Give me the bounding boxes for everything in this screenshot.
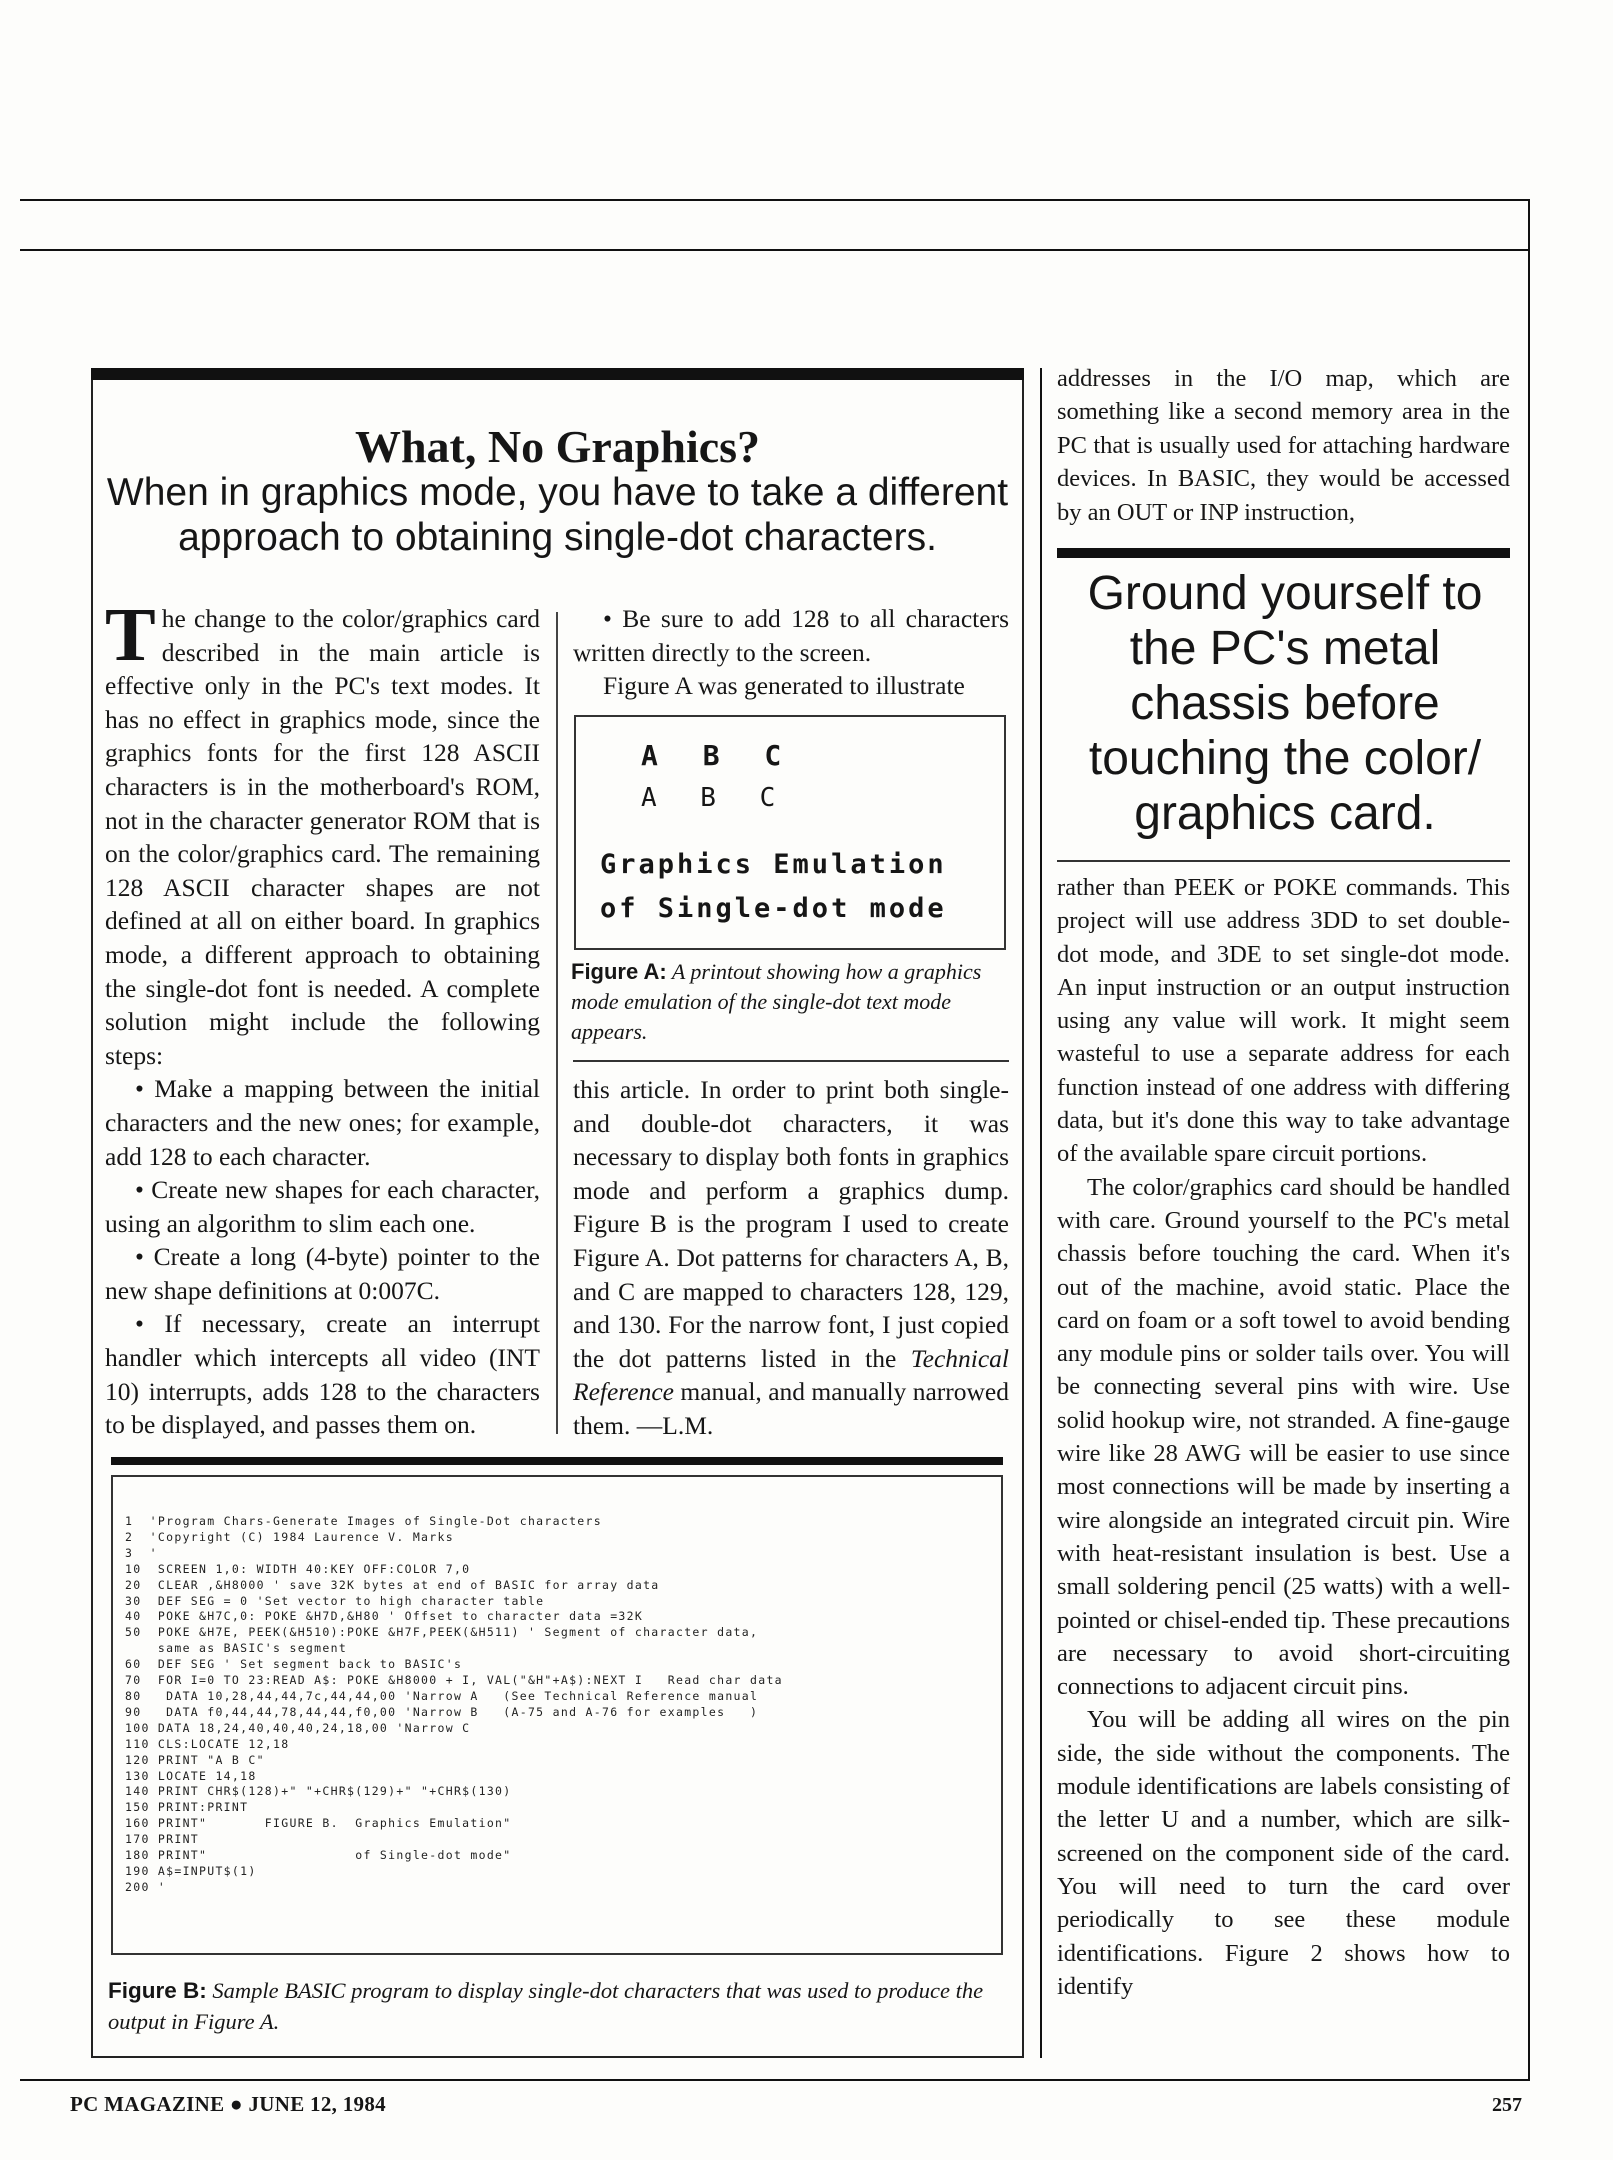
main-column-top-text bbox=[1057, 362, 1510, 529]
sidebar-column-2-top bbox=[573, 602, 1009, 703]
sidebar-paragraph-end: manual, and manually narrowed them. —L.M. bbox=[573, 1377, 1009, 1440]
bullet-item: • If necessary, create an interrupt handler which intercepts all video (INT 10) interrupts, adds 128 to the characters to be displayed, and passes them on. bbox=[105, 1309, 540, 1440]
basic-program-listing: 1 'Program Chars-Generate Images of Single-Dot characters 2 'Copyright (C) 1984 Laurence V. Marks 3 ' 10 SCREEN 1,0: WIDTH 40:KEY OFF:COLOR 7,0 20 CLEAR ,&H8000 ' save 32K bytes at end of BASIC for array data 30 DEF SEG = 0 'Set vector to high character table 40 POKE &H7C,0: POKE &H7D,&H80 ' Offset to character data =32K 50 POKE &H7E, PEEK(&H510):POKE &H7F,PEEK(&H511) ' Segment of character data, same as BASIC's segment 60 DEF SEG ' Set segment back to BASIC's 70 FOR I=0 TO 23:READ A$: POKE &H8000 + I, VAL("&H"+A$):NEXT I Read char data 80 DATA 10,28,44,44,7c,44,44,00 'Narrow A (See Technical Reference manual 90 DATA f0,44,44,78,44,44,f0,00 'Narrow B (A-75 and A-76 for examples ) 100 DATA 18,24,40,40,40,24,18,00 'Narrow C 110 CLS:LOCATE 12,18 120 PRINT "A B C" 130 LOCATE 14,18 140 PRINT CHR$(128)+" "+CHR$(129)+" "+CHR$(130) 150 PRINT:PRINT 160 PRINT" FIGURE B. Graphics Emulation" 170 PRINT 180 PRINT" of Single-dot mode" 190 A$=INPUT$(1) 200 ' bbox=[125, 1514, 783, 1894]
sidebar-subtitle-line: approach to obtaining single-dot characters. bbox=[178, 516, 937, 559]
bullet-item: • Create a long (4-byte) pointer to the new shape definitions at 0:007C. bbox=[105, 1242, 540, 1305]
figure-a-rule bbox=[573, 1060, 1009, 1062]
main-paragraph: You will be adding all wires on the pin side, the side without the components. The module identifications are labels consisting of the letter U and a number, which are silk-screened on the component side of the card. You will need to turn the card over periodically to see these module identifications. Figure 2 shows how to identify bbox=[1057, 1706, 1510, 2000]
figure-b-caption-text: Sample BASIC program to display single-dot characters that was used to produce the output in Figure A. bbox=[108, 1978, 984, 2034]
main-paragraph: rather than PEEK or POKE commands. This project will use address 3DD to set double-dot mode, and 3DE to set single-dot mode. An input instruction or an output instruction using any value will work. It might seem wasteful to use a separate address for each function instead of one address with differing data, but it's done this way to take advantage of the available spare circuit portions. bbox=[1057, 874, 1510, 1168]
sidebar-title: What, No Graphics? bbox=[354, 421, 761, 472]
reference-title: Technical Reference bbox=[573, 1343, 1009, 1407]
figure-a-line: of Single-dot mode bbox=[600, 893, 947, 924]
bullet-item: • Be sure to add 128 to all characters written directly to the screen. bbox=[573, 604, 1009, 667]
frame-right-rule bbox=[1528, 199, 1530, 2079]
sidebar-column-1 bbox=[105, 593, 540, 1442]
sidebar-column-2-bottom bbox=[573, 1073, 1009, 1443]
figure-a-printout bbox=[574, 715, 1006, 950]
figure-b-caption bbox=[108, 1975, 1013, 2037]
drop-cap: T bbox=[105, 593, 156, 677]
figure-a-line: Graphics Emulation bbox=[600, 849, 947, 880]
sidebar-intro-paragraph: he change to the color/graphics card described in the main article is effective only in the PC's text modes. It has no effect in graphics mode, since the graphics fonts for the first 128 ASCII characters is in the motherboard's ROM, not in the character generator ROM that is on the color/graphics card. The remaining 128 ASCII character shapes are not defined at all on either board. In graphics mode, a different approach to obtaining the single-dot font is needed. A complete solution might include the following steps: bbox=[105, 604, 540, 1070]
sidebar-subtitle-line: When in graphics mode, you have to take a different bbox=[106, 471, 1009, 514]
page-number: 257 bbox=[1492, 2094, 1522, 2116]
sidebar-paragraph: Figure A was generated to illustrate bbox=[603, 671, 965, 701]
bullet-item: • Make a mapping between the initial characters and the new ones; for example, add 128 to each character. bbox=[105, 1074, 540, 1171]
figure-a-caption-text: A printout showing how a graphics mode emulation of the single-dot text mode appears. bbox=[571, 959, 982, 1044]
sidebar-column-divider bbox=[556, 612, 558, 1434]
figure-a-caption-label: Figure A: bbox=[571, 959, 667, 984]
pull-quote: Ground yourself to the PC's metal chassis before touching the color/ graphics card. bbox=[1087, 567, 1483, 840]
header-rule-bottom bbox=[20, 249, 1530, 251]
footer-rule bbox=[20, 2079, 1530, 2081]
header-rule-top bbox=[20, 199, 1530, 201]
pull-quote-top-bar bbox=[1057, 548, 1510, 558]
right-column-left-rule bbox=[1040, 368, 1042, 2058]
figure-a-line: A B C bbox=[641, 739, 796, 772]
main-column-body bbox=[1057, 871, 1510, 2003]
sidebar-subtitle bbox=[100, 470, 1015, 560]
figure-a-line: A B C bbox=[641, 783, 790, 813]
sidebar-top-bar bbox=[91, 368, 1024, 380]
pull-quote-bottom-rule bbox=[1057, 860, 1510, 862]
figure-b-top-bar bbox=[111, 1457, 1003, 1465]
figure-a-caption bbox=[571, 957, 1011, 1047]
sidebar-paragraph: this article. In order to print both single- and double-dot characters, it was necessary to display both fonts in graphics mode and perform a graphics dump. Figure B is the program I used to create Figure A. Dot patterns for characters A, B, and C are mapped to characters 128, 129, and 130. For the narrow font, I just copied the dot patterns listed in the bbox=[573, 1075, 1009, 1373]
main-paragraph: The color/graphics card should be handled with care. Ground yourself to the PC's metal chassis before touching the card. When it's out of the machine, avoid static. Place the card on foam or a soft towel to avoid bending any module pins or solder tails over. You will be connecting several pins with wire. Use solid hookup wire, not stranded. A fine-gauge wire like 28 AWG will be easier to use since most connections will be made by inserting a wire alongside an integrated circuit pin. Wire with heat-resistant insulation is best. Use a small soldering pencil (25 watts) with a well-pointed or chisel-ended tip. These precautions are necessary to avoid short-circuiting connections to adjacent circuit pins. bbox=[1057, 1173, 1510, 1701]
footer-publication: PC MAGAZINE ● JUNE 12, 1984 bbox=[70, 2092, 386, 2116]
bullet-item: • Create new shapes for each character, using an algorithm to slim each one. bbox=[105, 1175, 540, 1238]
figure-b-caption-label: Figure B: bbox=[108, 1978, 207, 2003]
main-paragraph: addresses in the I/O map, which are something like a second memory area in the PC that is usually used for attaching hardware devices. In BASIC, they would be accessed by an OUT or INP instruction, bbox=[1057, 365, 1510, 526]
